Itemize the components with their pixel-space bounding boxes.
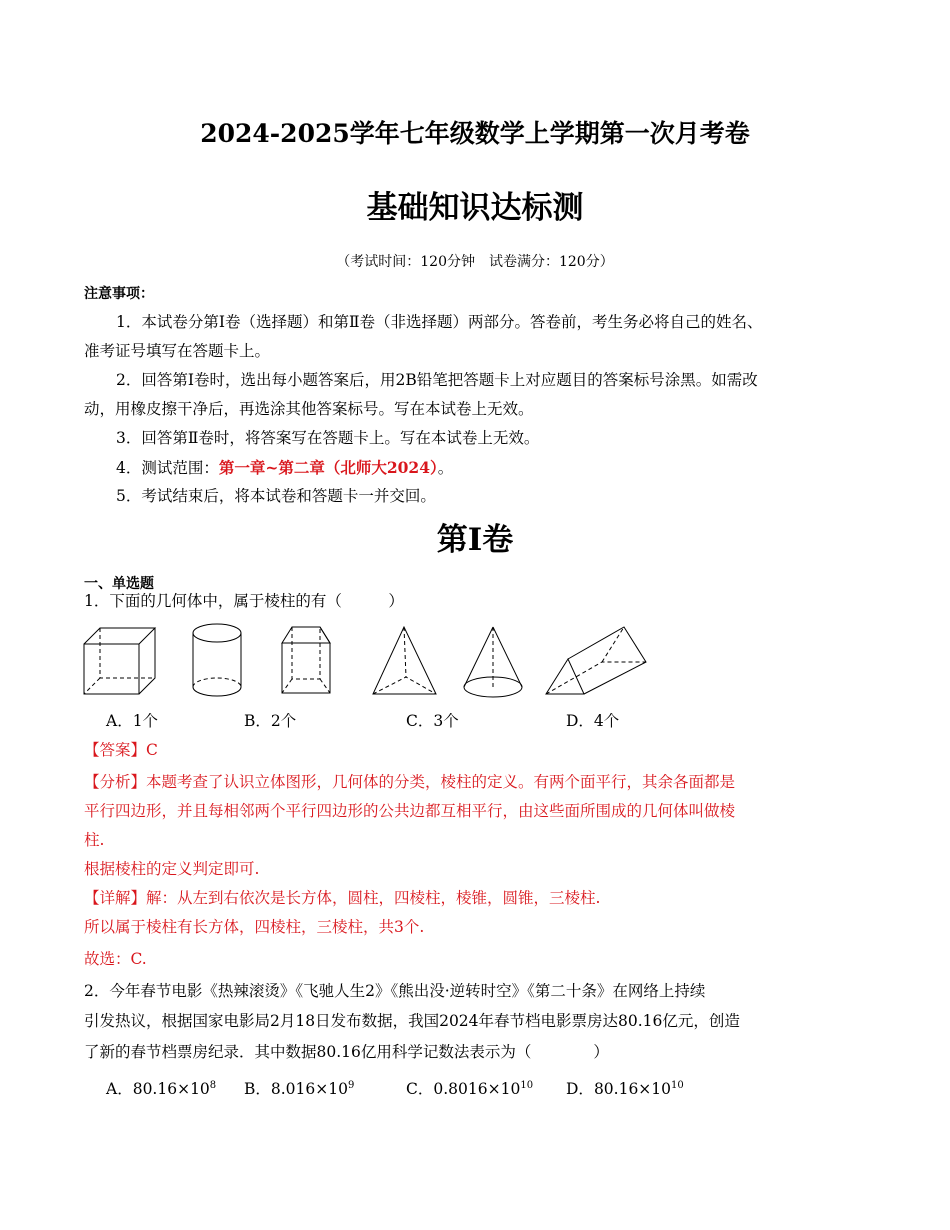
q2-stem-2: 引发热议，根据国家电影局2月18日发布数据，我国2024年春节档电影票房达80.16亿元，创造 (84, 1012, 740, 1030)
notice-item-1-cont: 准考证号填写在答题卡上。 (84, 342, 271, 360)
section-heading: 一、单选题 (84, 576, 154, 592)
q2-option-d (566, 1077, 684, 1099)
quadrangular-prism-figure (282, 627, 330, 693)
notice-item-1: 1．本试卷分第Ⅰ卷（选择题）和第Ⅱ卷（非选择题）两部分。答卷前，考生务必将自己的姓名、 (116, 313, 763, 331)
q2-option-d-base: 80.16×10 (593, 1080, 672, 1098)
q2-option-a (106, 1077, 216, 1099)
pyramid-figure (373, 627, 436, 694)
q2-option-c-exp: 10 (520, 1079, 534, 1091)
q2-option-b-base: 8.016×10 (270, 1080, 348, 1098)
q2-option-a-base: 80.16×10 (132, 1080, 210, 1098)
q1-conclusion: 故选：C. (84, 950, 147, 968)
notice-item-5: 5．考试结束后，将本试卷和答题卡一并交回。 (116, 487, 436, 505)
exam-title: 2024-2025学年七年级数学上学期第一次月考卷 (200, 119, 750, 148)
q1-option-c: C．3个 (406, 712, 459, 730)
cylinder-figure (193, 624, 241, 696)
q1-option-d: D．4个 (566, 712, 620, 730)
notice-item-4-prefix: 4．测试范围： (116, 459, 219, 477)
q2-stem-1: 2．今年春节电影《热辣滚烫》《飞驰人生2》《熊出没·逆转时空》《第二十条》在网络上持续 (84, 982, 706, 1000)
q2-option-c-label: C． (406, 1080, 434, 1098)
q1-option-a: A．1个 (106, 712, 159, 730)
q2-option-c-base: 0.8016×10 (433, 1080, 521, 1098)
notice-item-2: 2．回答第Ⅰ卷时，选出每小题答案后，用2B铅笔把答题卡上对应题目的答案标号涂黑。如需改 (116, 371, 758, 389)
q1-analysis-4: 根据棱柱的定义判定即可. (84, 860, 260, 878)
notice-item-3: 3．回答第Ⅱ卷时，将答案写在答题卡上。写在本试卷上无效。 (116, 429, 540, 447)
q2-option-d-exp: 10 (671, 1079, 684, 1091)
q1-figures (80, 617, 680, 702)
notice-item-2-cont: 动，用橡皮擦干净后，再选涂其他答案标号。写在本试卷上无效。 (84, 400, 534, 418)
volume-title: 第Ⅰ卷 (436, 522, 514, 558)
q2-option-b-exp: 9 (347, 1079, 355, 1091)
q1-analysis-1: 【分析】本题考查了认识立体图形，几何体的分类，棱柱的定义。有两个面平行，其余各面都是 (84, 773, 736, 791)
q1-stem: 1．下面的几何体中，属于棱柱的有（ ） (84, 592, 404, 610)
triangular-prism-figure (546, 627, 646, 694)
q1-detail-2: 所以属于棱柱有长方体，四棱柱，三棱柱，共3个. (84, 918, 425, 936)
notice-item-4-suffix: 。 (437, 459, 454, 477)
q1-detail-1: 【详解】解：从左到右依次是长方体，圆柱，四棱柱，棱锥，圆锥，三棱柱. (84, 889, 601, 907)
exam-subtitle: 基础知识达标测 (366, 190, 584, 226)
test-range: 第一章~第二章（北师大2024） (218, 458, 438, 477)
q1-answer: 【答案】C (84, 741, 158, 759)
notice-heading: 注意事项： (84, 286, 154, 302)
q2-stem-3: 了新的春节档票房纪录．其中数据80.16亿用科学记数法表示为（ ） (84, 1043, 609, 1061)
exam-info: （考试时间：120分钟 试卷满分：120分） (336, 254, 614, 270)
q2-option-b-label: B． (244, 1080, 271, 1098)
q2-option-b (244, 1077, 354, 1099)
q1-analysis-3: 柱. (84, 831, 105, 849)
q1-analysis-2: 平行四边形，并且每相邻两个平行四边形的公共边都互相平行，由这些面所围成的几何体叫做棱 (84, 802, 736, 820)
cone-figure (464, 627, 522, 697)
notice-item-4 (116, 453, 453, 483)
q2-option-c (406, 1077, 533, 1099)
q2-option-d-label: D． (566, 1080, 594, 1098)
q2-option-a-label: A． (106, 1080, 133, 1098)
cuboid-figure (84, 628, 155, 694)
q1-option-b: B．2个 (244, 712, 297, 730)
q2-option-a-exp: 8 (209, 1079, 217, 1091)
